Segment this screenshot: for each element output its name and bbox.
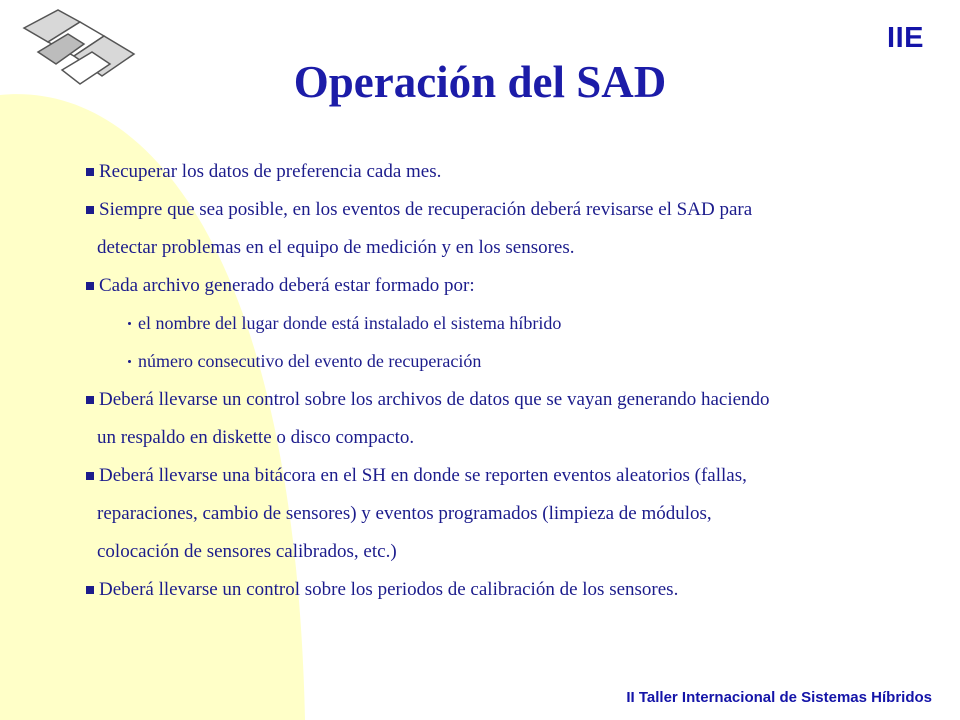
list-item [86, 464, 926, 502]
item-text: un respaldo en diskette o disco compacto. [97, 427, 415, 448]
slide-content [86, 160, 926, 616]
list-item-continuation [86, 236, 926, 274]
footer-label: II Taller Internacional de Sistemas Híbridos [626, 689, 932, 706]
list-item-continuation [86, 502, 926, 540]
item-text: el nombre del lugar donde está instalado el sistema híbrido [138, 313, 562, 333]
list-item-continuation [86, 426, 926, 464]
item-text: Cada archivo generado deberá estar formado por: [99, 275, 475, 296]
sub-list-item [86, 350, 926, 388]
list-item [86, 388, 926, 426]
square-bullet-icon [86, 282, 94, 290]
item-text: Recuperar los datos de preferencia cada mes. [99, 161, 442, 182]
org-label: IIE [887, 22, 924, 54]
item-text: colocación de sensores calibrados, etc.) [97, 541, 397, 562]
item-text: Deberá llevarse una bitácora en el SH en donde se reporten eventos aleatorios (fallas, [99, 465, 747, 486]
dot-bullet-icon [128, 322, 131, 325]
list-item-continuation [86, 540, 926, 578]
item-text: número consecutivo del evento de recuperación [138, 351, 482, 371]
page-title: Operación del SAD [293, 57, 667, 107]
list-item [86, 160, 926, 198]
square-bullet-icon [86, 168, 94, 176]
dot-bullet-icon [128, 360, 131, 363]
square-bullet-icon [86, 206, 94, 214]
square-bullet-icon [86, 396, 94, 404]
item-text: Siempre que sea posible, en los eventos de recuperación deberá revisarse el SAD para [99, 199, 753, 220]
square-bullet-icon [86, 586, 94, 594]
sub-list-item [86, 312, 926, 350]
list-item [86, 198, 926, 236]
item-text: Deberá llevarse un control sobre los archivos de datos que se vayan generando haciendo [99, 389, 770, 410]
item-text: reparaciones, cambio de sensores) y eventos programados (limpieza de módulos, [97, 503, 712, 524]
item-text: Deberá llevarse un control sobre los periodos de calibración de los sensores. [99, 579, 679, 600]
square-bullet-icon [86, 472, 94, 480]
item-text: detectar problemas en el equipo de medición y en los sensores. [97, 237, 575, 258]
list-item [86, 274, 926, 312]
list-item [86, 578, 926, 616]
